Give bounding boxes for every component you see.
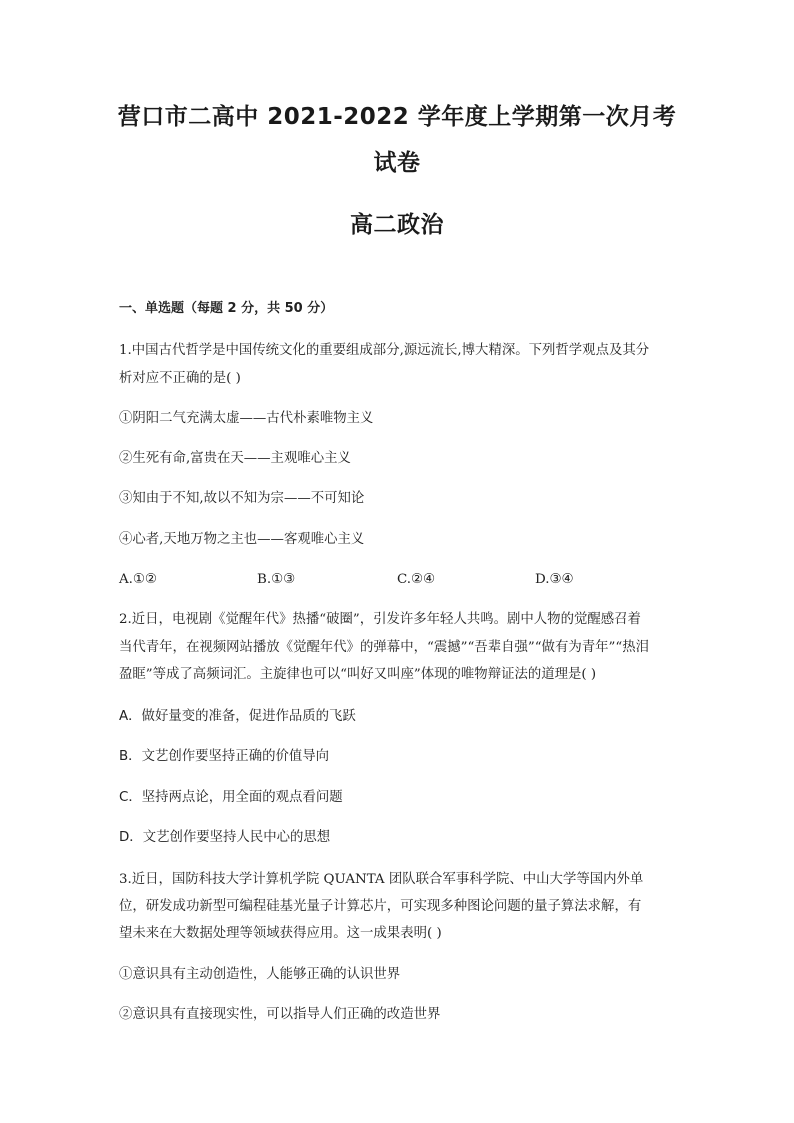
question-2-stem-line-3: 盈眶”等成了高频词汇。主旋律也可以“叫好又叫座”体现的唯物辩证法的道理是( ) — [119, 667, 597, 682]
question-1-choice-c[interactable]: C.②④ — [397, 572, 436, 587]
question-1-statement-3: ③知由于不知,故以不知为宗——不可知论 — [119, 491, 365, 506]
question-3-statement-2: ②意识具有直接现实性，可以指导人们正确的改造世界 — [119, 1007, 441, 1022]
question-2-option-d[interactable]: D．文艺创作要坚持人民中心的思想 — [119, 830, 331, 845]
question-3-stem-line-3: 望未来在大数据处理等领域获得应用。这一成果表明( ) — [119, 926, 442, 941]
question-1-statement-4: ④心者,天地万物之主也——客观唯心主义 — [119, 532, 365, 547]
question-2-stem-line-2: 当代青年，在视频网站播放《觉醒年代》的弹幕中，“震撼”“吾辈自强”“做有为青年”“热泪 — [119, 640, 649, 655]
question-1-statement-2: ②生死有命,富贵在天——主观唯心主义 — [119, 451, 351, 466]
question-2-option-b[interactable]: B．文艺创作要坚持正确的价值导向 — [119, 749, 330, 764]
question-1-choice-a[interactable]: A.①② — [119, 572, 157, 587]
question-2-stem-line-1: 2.近日，电视剧《觉醒年代》热播“破圈”，引发许多年轻人共鸣。剧中人物的觉醒感召着 — [119, 612, 641, 627]
question-1-stem-line-2: 析对应不正确的是( ) — [119, 371, 241, 386]
subject-title: 高二政治 — [350, 212, 444, 238]
exam-title: 营口市二高中 2021-2022 学年度上学期第一次月考 — [117, 104, 677, 130]
question-3-stem-line-2: 位，研发成功新型可编程硅基光量子计算芯片，可实现多种图论问题的量子算法求解，有 — [119, 899, 642, 914]
question-1-stem-line-1: 1.中国古代哲学是中国传统文化的重要组成部分,源远流长,博大精深。下列哲学观点及其分 — [119, 343, 650, 358]
question-2-option-a[interactable]: A．做好量变的准备，促进作品质的飞跃 — [119, 709, 356, 724]
question-3-statement-1: ①意识具有主动创造性，人能够正确的认识世界 — [119, 967, 401, 982]
question-1-statement-1: ①阴阳二气充满太虚——古代朴素唯物主义 — [119, 411, 374, 426]
question-2-option-c[interactable]: C．坚持两点论，用全面的观点看问题 — [119, 790, 343, 805]
section-heading: 一、单选题（每题 2 分，共 50 分） — [119, 301, 334, 316]
question-1-choice-b[interactable]: B.①③ — [257, 572, 296, 587]
question-1-choice-d[interactable]: D.③④ — [535, 572, 574, 587]
question-3-stem-line-1: 3.近日，国防科技大学计算机学院 QUANTA 团队联合军事科学院、中山大学等国内外单 — [119, 872, 644, 887]
exam-title-continued: 试卷 — [373, 150, 421, 176]
